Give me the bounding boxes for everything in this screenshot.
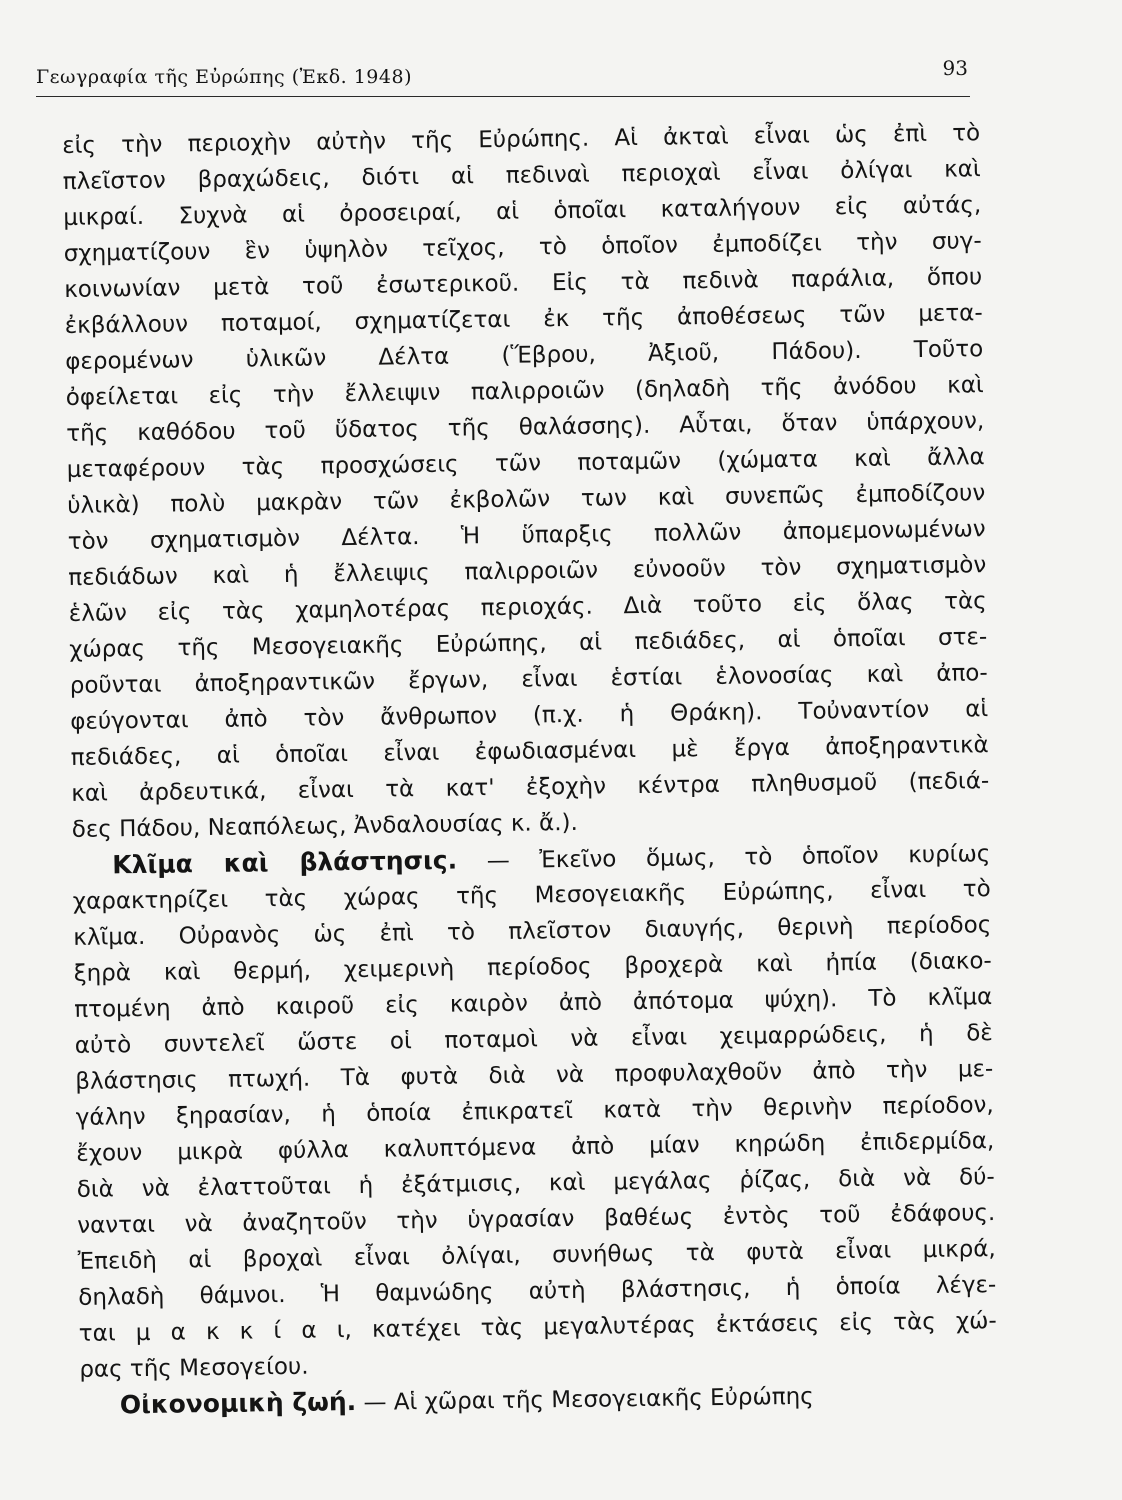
text-line: πλεῖστον βραχώδεις, διότι αἱ πεδιναὶ περιοχαὶ εἶναι ὀλίγαι καὶ bbox=[62, 156, 981, 195]
text-line: σχηματίζουν ἓν ὑψηλὸν τεῖχος, τὸ ὁποῖον ἐμποδίζει τὴν συγ- bbox=[63, 228, 982, 267]
text-line: δηλαδὴ θάμνοι. Ἡ θαμνώδης αὐτὴ βλάστησις, ἡ ὁποία λέγε- bbox=[78, 1272, 997, 1311]
section-lead-text: — Ἐκεῖνο ὅμως, τὸ ὁποῖον κυρίως bbox=[456, 841, 991, 875]
page-number: 93 bbox=[942, 56, 968, 80]
text-line: Ἐπειδὴ αἱ βροχαὶ εἶναι ὀλίγαι, συνήθως τὰ φυτὰ εἶναι μικρά, bbox=[77, 1236, 996, 1275]
text-line: ἔχουν μικρὰ φύλλα καλυπτόμενα ἀπὸ μίαν κηρώδη ἐπιδερμίδα, bbox=[76, 1128, 995, 1167]
text-line: δες Πάδου, Νεαπόλεως, Ἀνδαλουσίας κ. ἄ.). bbox=[71, 809, 578, 843]
text-line: νανται νὰ ἀναζητοῦν τὴν ὑγρασίαν βαθέως ἐντὸς τοῦ ἐδάφους. bbox=[77, 1200, 996, 1239]
section-lead-text: — Αἱ χῶραι τῆς Μεσογειακῆς Εὐρώπης bbox=[355, 1383, 814, 1417]
text-line: ροῦνται ἀποξηραντικῶν ἔργων, εἶναι ἑστίαι ἑλονοσίας καὶ ἀπο- bbox=[69, 660, 988, 699]
running-head bbox=[36, 56, 970, 97]
text-line: ἐκβάλλουν ποταμοί, σχηματίζεται ἐκ τῆς ἀποθέσεως τῶν μετα- bbox=[64, 300, 983, 339]
text-line: χώρας τῆς Μεσογειακῆς Εὐρώπης, αἱ πεδιάδες, αἱ ὁποῖαι στε- bbox=[69, 624, 988, 663]
text-line: γάλην ξηρασίαν, ἡ ὁποία ἐπικρατεῖ κατὰ τὴν θερινὴν περίοδον, bbox=[75, 1092, 994, 1131]
text-line: μεταφέρουν τὰς προσχώσεις τῶν ποταμῶν (χώματα καὶ ἄλλα bbox=[66, 444, 985, 483]
section-heading: Κλῖμα καὶ βλάστησις. bbox=[112, 845, 458, 880]
text-line: χαρακτηρίζει τὰς χώρας τῆς Μεσογειακῆς Εὐρώπης, εἶναι τὸ bbox=[72, 876, 991, 915]
text-line: κλῖμα. Οὐρανὸς ὡς ἐπὶ τὸ πλεῖστον διαυγής, θερινὴ περίοδος bbox=[73, 912, 992, 951]
text-line: αὐτὸ συντελεῖ ὥστε οἱ ποταμοὶ νὰ εἶναι χειμαρρώδεις, ἡ δὲ bbox=[74, 1020, 993, 1059]
text-line: φερομένων ὑλικῶν Δέλτα (Ἕβρου, Ἀξιοῦ, Πάδου). Τοῦτο bbox=[65, 336, 984, 375]
body-text bbox=[62, 115, 998, 1424]
text-line: πεδιάδες, αἱ ὁποῖαι εἶναι ἐφωδιασμέναι μὲ ἔργα ἀποξηραντικὰ bbox=[70, 732, 989, 771]
text-line: τῆς καθόδου τοῦ ὕδατος τῆς θαλάσσης). Αὗται, ὅταν ὑπάρχουν, bbox=[66, 408, 985, 447]
text-line: διὰ νὰ ἐλαττοῦται ἡ ἐξάτμισις, καὶ μεγάλας ῥίζας, διὰ νὰ δύ- bbox=[76, 1164, 995, 1203]
text-line: πτομένη ἀπὸ καιροῦ εἰς καιρὸν ἀπὸ ἀπότομα ψύχη). Τὸ κλῖμα bbox=[74, 984, 993, 1023]
text-line: εἰς τὴν περιοχὴν αὐτὴν τῆς Εὐρώπης. Αἱ ἀκταὶ εἶναι ὡς ἐπὶ τὸ bbox=[62, 120, 981, 159]
text-line: ξηρὰ καὶ θερμή, χειμερινὴ περίοδος βροχερὰ καὶ ἠπία (διακο- bbox=[73, 948, 992, 987]
text-line: φεύγονται ἀπὸ τὸν ἄνθρωπον (π.χ. ἡ Θράκη). Τοὐναντίον αἱ bbox=[70, 696, 989, 735]
text-line: ἑλῶν εἰς τὰς χαμηλοτέρας περιοχάς. Διὰ τοῦτο εἰς ὅλας τὰς bbox=[68, 588, 987, 627]
text-line: πεδιάδων καὶ ἡ ἔλλειψις παλιρροιῶν εὐνοοῦν τὸν σχηματισμὸν bbox=[68, 552, 987, 591]
text-line: ὀφείλεται εἰς τὴν ἔλλειψιν παλιρροιῶν (δηλαδὴ τῆς ἀνόδου καὶ bbox=[65, 372, 984, 411]
text-line: βλάστησις πτωχή. Τὰ φυτὰ διὰ νὰ προφυλαχθοῦν ἀπὸ τὴν με- bbox=[75, 1056, 994, 1095]
text-line: καὶ ἀρδευτικά, εἶναι τὰ κατ' ἐξοχὴν κέντρα πληθυσμοῦ (πεδιά- bbox=[71, 768, 990, 807]
text-line: ρας τῆς Μεσογείου. bbox=[79, 1353, 309, 1383]
text-line: τὸν σχηματισμὸν Δέλτα. Ἡ ὕπαρξις πολλῶν ἀπομεμονωμένων bbox=[67, 516, 986, 555]
text-line: ὑλικὰ) πολὺ μακρὰν τῶν ἐκβολῶν των καὶ συνεπῶς ἐμποδίζουν bbox=[67, 480, 986, 519]
running-title: Γεωγραφία τῆς Εὐρώπης (Ἐκδ. 1948) bbox=[36, 66, 412, 88]
text-line: ται μ α κ κ ί α ι, κατέχει τὰς μεγαλυτέρας ἐκτάσεις εἰς τὰς χώ- bbox=[78, 1308, 997, 1347]
section-heading: Οἰκονομικὴ ζωή. bbox=[119, 1387, 357, 1420]
text-line: κοινωνίαν μετὰ τοῦ ἐσωτερικοῦ. Εἰς τὰ πεδινὰ παράλια, ὅπου bbox=[64, 264, 983, 303]
text-line: μικραί. Συχνὰ αἱ ὀροσειραί, αἱ ὁποῖαι καταλήγουν εἰς αὐτάς, bbox=[63, 192, 982, 231]
